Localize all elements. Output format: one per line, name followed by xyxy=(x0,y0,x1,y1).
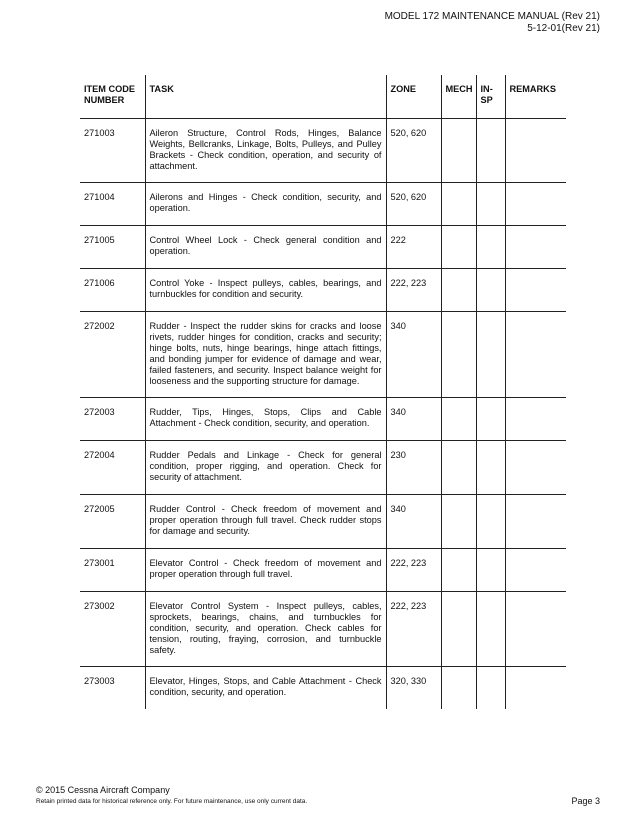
task-cell: Ailerons and Hinges - Check condition, security, and operation. xyxy=(145,183,386,226)
mech-cell xyxy=(441,441,476,495)
task-cell: Control Wheel Lock - Check general condition and operation. xyxy=(145,226,386,269)
insp-cell xyxy=(476,269,505,312)
insp-cell xyxy=(476,592,505,667)
table-row xyxy=(80,667,566,710)
zone-cell: 340 xyxy=(386,398,441,441)
item-code-cell: 273002 xyxy=(80,592,145,667)
zone-cell: 222, 223 xyxy=(386,269,441,312)
task-cell: Rudder, Tips, Hinges, Stops, Clips and Cable Attachment - Check condition, security, and operation. xyxy=(145,398,386,441)
insp-cell xyxy=(476,119,505,183)
remarks-cell xyxy=(505,549,566,592)
mech-cell xyxy=(441,312,476,398)
remarks-cell xyxy=(505,269,566,312)
remarks-cell xyxy=(505,592,566,667)
page-header xyxy=(385,11,600,35)
mech-cell xyxy=(441,269,476,312)
item-code-cell: 272002 xyxy=(80,312,145,398)
insp-cell xyxy=(476,312,505,398)
item-code-cell: 272005 xyxy=(80,495,145,549)
copyright: © 2015 Cessna Aircraft Company xyxy=(36,785,170,795)
table-row xyxy=(80,226,566,269)
item-code-cell: 273003 xyxy=(80,667,145,710)
page-number: Page 3 xyxy=(571,796,600,806)
zone-cell: 340 xyxy=(386,495,441,549)
task-cell: Aileron Structure, Control Rods, Hinges, Balance Weights, Bellcranks, Linkage, Bolts, Pulleys, and Pulley Brackets - Check condition, operation, and security of attachment. xyxy=(145,119,386,183)
mech-cell xyxy=(441,119,476,183)
col-header-mech: MECH xyxy=(441,75,476,119)
table-header-row xyxy=(80,75,566,119)
insp-cell xyxy=(476,226,505,269)
col-header-item-code: ITEM CODE NUMBER xyxy=(80,75,145,119)
revision-label: 5-12-01(Rev 21) xyxy=(527,23,600,34)
table-row xyxy=(80,312,566,398)
task-cell: Elevator Control - Check freedom of movement and proper operation through full travel. xyxy=(145,549,386,592)
mech-cell xyxy=(441,183,476,226)
item-code-cell: 273001 xyxy=(80,549,145,592)
table-row xyxy=(80,592,566,667)
item-code-cell: 272003 xyxy=(80,398,145,441)
table-row xyxy=(80,119,566,183)
remarks-cell xyxy=(505,183,566,226)
item-code-cell: 272004 xyxy=(80,441,145,495)
remarks-cell xyxy=(505,226,566,269)
manual-title: MODEL 172 MAINTENANCE MANUAL (Rev 21) xyxy=(384,11,600,22)
mech-cell xyxy=(441,667,476,710)
remarks-cell xyxy=(505,441,566,495)
table-row xyxy=(80,269,566,312)
item-code-cell: 271005 xyxy=(80,226,145,269)
insp-cell xyxy=(476,441,505,495)
insp-cell xyxy=(476,667,505,710)
zone-cell: 520, 620 xyxy=(386,183,441,226)
col-header-insp: IN-SP xyxy=(476,75,505,119)
col-header-zone: ZONE xyxy=(386,75,441,119)
remarks-cell xyxy=(505,667,566,710)
table-row xyxy=(80,183,566,226)
mech-cell xyxy=(441,398,476,441)
task-cell: Control Yoke - Inspect pulleys, cables, bearings, and turnbuckles for condition and security. xyxy=(145,269,386,312)
task-cell: Rudder - Inspect the rudder skins for cracks and loose rivets, rudder hinges for condition, cracks and security; hinge bolts, nuts, hinge bearings, hinge attach fittings, and bonding jumper for evidence of damage and wear, failed fasteners, and security. Inspect balance weight for looseness and the supporting structure for damage. xyxy=(145,312,386,398)
item-code-cell: 271004 xyxy=(80,183,145,226)
remarks-cell xyxy=(505,119,566,183)
remarks-cell xyxy=(505,398,566,441)
task-cell: Elevator, Hinges, Stops, and Cable Attachment - Check condition, security, and operation. xyxy=(145,667,386,710)
zone-cell: 340 xyxy=(386,312,441,398)
insp-cell xyxy=(476,549,505,592)
mech-cell xyxy=(441,226,476,269)
col-header-task: TASK xyxy=(145,75,386,119)
item-code-cell: 271003 xyxy=(80,119,145,183)
inspection-table xyxy=(80,75,566,709)
table-row xyxy=(80,549,566,592)
zone-cell: 320, 330 xyxy=(386,667,441,710)
insp-cell xyxy=(476,183,505,226)
insp-cell xyxy=(476,398,505,441)
zone-cell: 230 xyxy=(386,441,441,495)
zone-cell: 222, 223 xyxy=(386,592,441,667)
zone-cell: 520, 620 xyxy=(386,119,441,183)
mech-cell xyxy=(441,495,476,549)
remarks-cell xyxy=(505,312,566,398)
remarks-cell xyxy=(505,495,566,549)
table-row xyxy=(80,398,566,441)
task-cell: Rudder Pedals and Linkage - Check for general condition, proper rigging, and operation. Check for security of attachment. xyxy=(145,441,386,495)
task-cell: Elevator Control System - Inspect pulleys, cables, sprockets, bearings, chains, and turnbuckles for condition, security, and operation. Check cables for tension, routing, fraying, corrosion, and turnbuckle safety. xyxy=(145,592,386,667)
mech-cell xyxy=(441,592,476,667)
zone-cell: 222, 223 xyxy=(386,549,441,592)
task-cell: Rudder Control - Check freedom of movement and proper operation through full travel. Check rudder stops for damage and security. xyxy=(145,495,386,549)
zone-cell: 222 xyxy=(386,226,441,269)
retention-notice: Retain printed data for historical reference only. For future maintenance, use only current data. xyxy=(36,798,308,805)
col-header-remarks: REMARKS xyxy=(505,75,566,119)
table-row xyxy=(80,495,566,549)
table-row xyxy=(80,441,566,495)
insp-cell xyxy=(476,495,505,549)
mech-cell xyxy=(441,549,476,592)
item-code-cell: 271006 xyxy=(80,269,145,312)
